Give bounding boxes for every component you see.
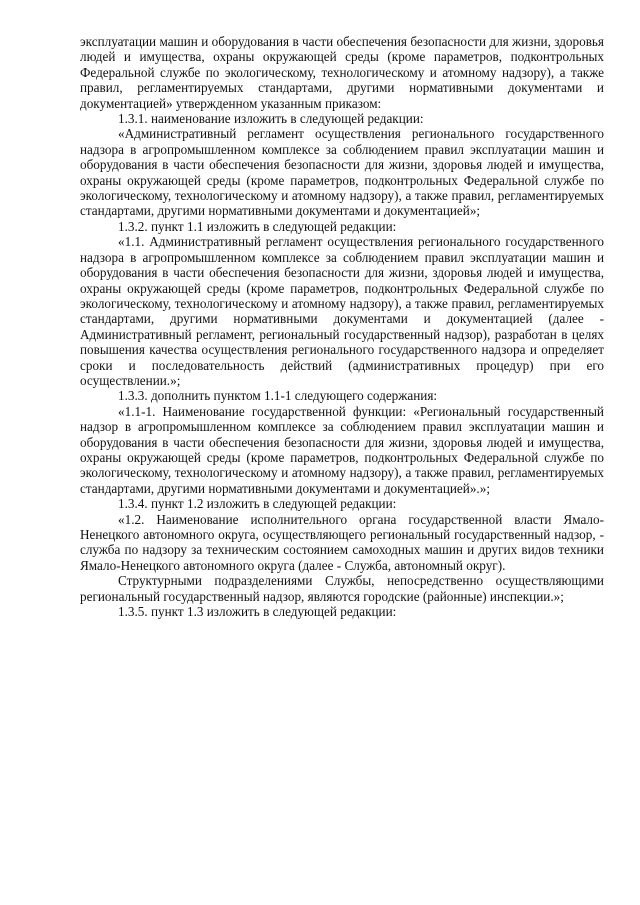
paragraph-continuation: эксплуатации машин и оборудования в части обеспечения безопасности для жизни, здоровья людей и имущества, охраны окружающей среды (кроме параметров, подконтрольных Федеральной службе по экологическому, технологическому и атомному надзору), а также правил, регламентируемых стандартами, другими нормативными документами и документацией» утвержденном указанным приказом:	[80, 34, 604, 111]
paragraph-1-3-5: 1.3.5. пункт 1.3 изложить в следующей редакции:	[118, 604, 397, 620]
paragraph-1-3-3: 1.3.3. дополнить пунктом 1.1-1 следующего содержания:	[118, 388, 438, 404]
paragraph-1-3-2: 1.3.2. пункт 1.1 изложить в следующей редакции:	[118, 218, 397, 234]
paragraph-structural-units: Структурными подразделениями Службы, непосредственно осуществляющими региональный государственный надзор, являются городские (районные) инспекции.»;	[80, 573, 604, 604]
paragraph-quote-1-1: «1.1. Административный регламент осуществления регионального государственного надзора в агропромышленном комплексе за соблюдением правил эксплуатации машин и оборудования в части обеспечения безопасности для жизни, здоровья людей и имущества, охраны окружающей среды (кроме параметров, подконтрольных Федеральной службе по экологическому, технологическому и атомному надзору), а также правил, регламентируемых стандартами, другими нормативными документами и документацией (далее - Административный регламент, региональный государственный надзор), разработан в целях повышения качества осуществления регионального государственного надзора и определяет сроки и последовательность действий (административных процедур) при его осуществлении.»;	[80, 234, 604, 388]
paragraph-quote-1-1-1: «1.1-1. Наименование государственной функции: «Региональный государственный надзор в агропромышленном комплексе за соблюдением правил эксплуатации машин и оборудования в части обеспечения безопасности для жизни, здоровья людей и имущества, охраны окружающей среды (кроме параметров, подконтрольных Федеральной службе по экологическому, технологическому и атомному надзору), а также правил, регламентируемых стандартами, другими нормативными документами и документацией».»;	[80, 403, 604, 496]
paragraph-quote-1-2: «1.2. Наименование исполнительного органа государственной власти Ямало-Ненецкого автономного округа, осуществляющего региональный государственный надзор, - служба по надзору за техническим состоянием самоходных машин и других видов техники Ямало-Ненецкого автономного округа (далее - Служба, автономный округ).	[80, 511, 604, 573]
paragraph-quote-title: «Административный регламент осуществления регионального государственного надзора в агропромышленном комплексе за соблюдением правил эксплуатации машин и оборудования в части обеспечения безопасности для жизни, здоровья людей и имущества, охраны окружающей среды (кроме параметров, подконтрольных Федеральной службе по экологическому, технологическому и атомному надзору), а также правил, регламентируемых стандартами, другими нормативными документами и документацией»;	[80, 126, 604, 219]
document-body	[80, 34, 604, 619]
paragraph-1-3-4: 1.3.4. пункт 1.2 изложить в следующей редакции:	[118, 496, 397, 512]
paragraph-1-3-1: 1.3.1. наименование изложить в следующей редакции:	[118, 111, 424, 127]
